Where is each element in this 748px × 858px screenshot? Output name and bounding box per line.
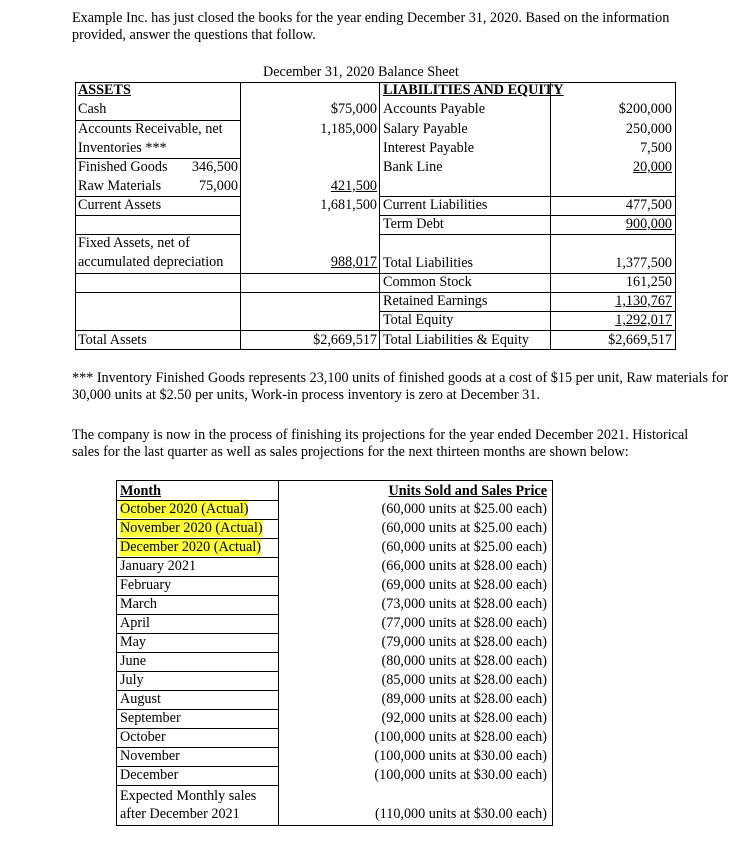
bank-line-value: 20,000 bbox=[632, 159, 672, 175]
total-liabilities-equity-value: $2,669,517 bbox=[608, 332, 672, 348]
units-sales-header: Units Sold and Sales Price bbox=[388, 483, 547, 499]
sales-month-9: July bbox=[120, 672, 144, 688]
total-liabilities-equity-label: Total Liabilities & Equity bbox=[383, 332, 529, 348]
sales-month-4: February bbox=[120, 577, 172, 593]
total-equity-label: Total Equity bbox=[383, 312, 454, 328]
sales-units-3: (66,000 units at $28.00 each) bbox=[381, 558, 547, 574]
bank-line-label: Bank Line bbox=[383, 159, 443, 175]
interest-payable-value: 7,500 bbox=[640, 140, 672, 156]
inventories-label: Inventories *** bbox=[78, 140, 167, 156]
inventory-footnote: *** Inventory Finished Goods represents 23,100 units of finished goods at a cost of $15 per unit, Raw materials for 30,000 units at $2.50 per units, Work-in process inventory is zero at December 31. bbox=[72, 370, 729, 403]
assets-header: ASSETS bbox=[78, 82, 131, 98]
sales-month-2: December 2020 (Actual) bbox=[120, 539, 262, 555]
current-liabilities-value: 477,500 bbox=[625, 197, 672, 213]
sales-month-14: December bbox=[120, 767, 179, 783]
current-assets-value: 1,681,500 bbox=[320, 197, 377, 213]
sales-units-6: (77,000 units at $28.00 each) bbox=[381, 615, 547, 631]
cash-label: Cash bbox=[78, 101, 107, 117]
expected-sales-label-line2: after December 2021 bbox=[120, 806, 240, 822]
sales-row-divider bbox=[116, 785, 279, 786]
total-assets-value: $2,669,517 bbox=[313, 332, 377, 348]
sales-units-1: (60,000 units at $25.00 each) bbox=[381, 520, 547, 536]
total-equity-value: 1,292,017 bbox=[615, 312, 672, 328]
current-liabilities-label: Current Liabilities bbox=[383, 197, 488, 213]
inventory-total-value: 421,500 bbox=[330, 178, 377, 194]
sales-month-5: March bbox=[120, 596, 158, 612]
sales-month-1: November 2020 (Actual) bbox=[120, 520, 263, 536]
sales-month-7: May bbox=[120, 634, 147, 650]
fixed-assets-label-line2: accumulated depreciation bbox=[78, 254, 224, 270]
current-assets-label: Current Assets bbox=[78, 197, 162, 213]
sales-month-8: June bbox=[120, 653, 147, 669]
sales-month-0: October 2020 (Actual) bbox=[120, 501, 249, 517]
sales-units-9: (85,000 units at $28.00 each) bbox=[381, 672, 547, 688]
sales-units-12: (100,000 units at $28.00 each) bbox=[374, 729, 547, 745]
projection-paragraph: The company is now in the process of finishing its projections for the year ended December 2021. Historical sales for the last quarter as well as sales projections for the next thirteen months are shown below: bbox=[72, 427, 689, 460]
expected-sales-label-line1: Expected Monthly sales bbox=[120, 788, 257, 804]
sales-units-4: (69,000 units at $28.00 each) bbox=[381, 577, 547, 593]
finished-goods-value: 346,500 bbox=[191, 159, 238, 175]
accounts-payable-value: $200,000 bbox=[618, 101, 672, 117]
raw-materials-label: Raw Materials bbox=[78, 178, 162, 194]
accounts-receivable-value: 1,185,000 bbox=[320, 121, 377, 137]
salary-payable-label: Salary Payable bbox=[383, 121, 468, 137]
total-liabilities-label: Total Liabilities bbox=[383, 255, 474, 271]
accounts-receivable-label: Accounts Receivable, net bbox=[78, 121, 223, 137]
cash-value: $75,000 bbox=[330, 101, 377, 117]
sales-month-13: November bbox=[120, 748, 180, 764]
term-debt-label: Term Debt bbox=[383, 216, 444, 232]
intro-paragraph: Example Inc. has just closed the books for the year ending December 31, 2020. Based on the information provided, answer the questions that follow. bbox=[72, 10, 670, 43]
sales-units-8: (80,000 units at $28.00 each) bbox=[381, 653, 547, 669]
common-stock-value: 161,250 bbox=[625, 274, 672, 290]
total-assets-label: Total Assets bbox=[78, 332, 147, 348]
sales-units-0: (60,000 units at $25.00 each) bbox=[381, 501, 547, 517]
sales-units-11: (92,000 units at $28.00 each) bbox=[381, 710, 547, 726]
interest-payable-label: Interest Payable bbox=[383, 140, 474, 156]
total-liabilities-value: 1,377,500 bbox=[615, 255, 672, 271]
sales-month-6: April bbox=[120, 615, 150, 631]
sales-month-3: January 2021 bbox=[120, 558, 197, 574]
sales-units-10: (89,000 units at $28.00 each) bbox=[381, 691, 547, 707]
sales-units-2: (60,000 units at $25.00 each) bbox=[381, 539, 547, 555]
sales-table bbox=[116, 480, 553, 826]
fixed-assets-value: 988,017 bbox=[330, 254, 377, 270]
sales-units-13: (100,000 units at $30.00 each) bbox=[374, 748, 547, 764]
salary-payable-value: 250,000 bbox=[625, 121, 672, 137]
retained-earnings-value: 1,130,767 bbox=[615, 293, 672, 309]
sales-units-14: (100,000 units at $30.00 each) bbox=[374, 767, 547, 783]
sales-month-11: September bbox=[120, 710, 181, 726]
month-header: Month bbox=[120, 483, 161, 499]
balance-sheet-title: December 31, 2020 Balance Sheet bbox=[263, 64, 459, 80]
raw-materials-value: 75,000 bbox=[198, 178, 238, 194]
liabilities-equity-header: LIABILITIES AND EQUITY bbox=[383, 82, 564, 98]
balance-sheet-table bbox=[75, 82, 676, 350]
sales-units-7: (79,000 units at $28.00 each) bbox=[381, 634, 547, 650]
fixed-assets-label-line1: Fixed Assets, net of bbox=[78, 235, 190, 251]
sales-month-12: October bbox=[120, 729, 166, 745]
term-debt-value: 900,000 bbox=[625, 216, 672, 232]
sales-units-5: (73,000 units at $28.00 each) bbox=[381, 596, 547, 612]
expected-sales-units: (110,000 units at $30.00 each) bbox=[374, 806, 547, 822]
sales-month-10: August bbox=[120, 691, 161, 707]
retained-earnings-label: Retained Earnings bbox=[383, 293, 488, 309]
common-stock-label: Common Stock bbox=[383, 274, 472, 290]
finished-goods-label: Finished Goods bbox=[78, 159, 168, 175]
accounts-payable-label: Accounts Payable bbox=[383, 101, 486, 117]
